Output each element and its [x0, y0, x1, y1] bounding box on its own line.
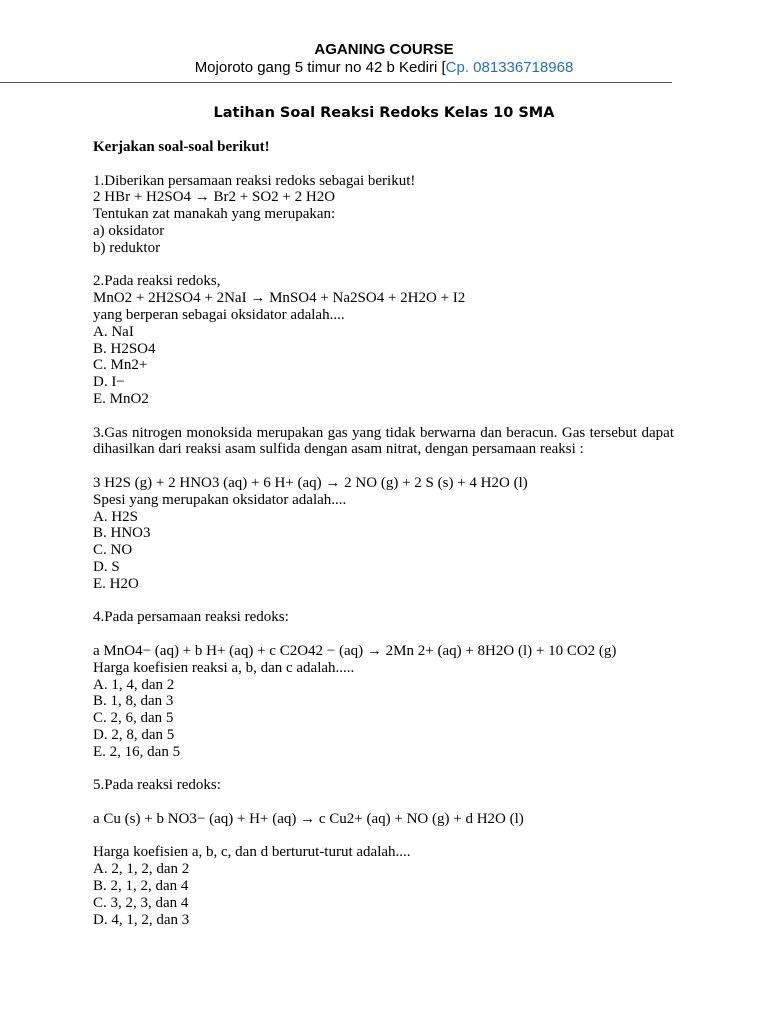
- question-prompt: Harga koefisien reaksi a, b, dan c adalah.....: [93, 659, 355, 676]
- question-equation: 2 HBr + H2SO4 → Br2 + SO2 + 2 H2O: [93, 189, 336, 206]
- answer-option: b) reduktor: [93, 239, 161, 256]
- question-prompt: yang berperan sebagai oksidator adalah....: [93, 306, 345, 323]
- answer-option: A. NaI: [93, 323, 134, 340]
- answer-option: C. 3, 2, 3, dan 4: [93, 894, 189, 911]
- question-5: [93, 777, 674, 928]
- answer-option: E. 2, 16, dan 5: [93, 743, 181, 760]
- question-equation: a Cu (s) + b NO3− (aq) + H+ (aq) → c Cu2+ (aq) + NO (g) + d H2O (l): [93, 810, 524, 827]
- document-body: [93, 139, 674, 928]
- answer-option: A. 2, 1, 2, dan 2: [93, 861, 190, 878]
- question-stem: 5.Pada reaksi redoks:: [93, 777, 221, 794]
- answer-option: A. H2S: [93, 508, 139, 525]
- header-phone: Cp. 081336718968: [445, 59, 574, 76]
- question-equation: MnO2 + 2H2SO4 + 2NaI → MnSO4 + Na2SO4 + 2H2O + I2: [93, 290, 466, 307]
- answer-option: E. H2O: [93, 575, 139, 592]
- question-4: [93, 609, 674, 760]
- question-stem: 4.Pada persamaan reaksi redoks:: [93, 609, 289, 626]
- answer-option: D. I−: [93, 374, 125, 391]
- question-3: [93, 425, 674, 593]
- question-prompt: Spesi yang merupakan oksidator adalah....: [93, 491, 347, 508]
- header-divider: [0, 82, 672, 83]
- question-prompt: Harga koefisien a, b, c, dan d berturut-turut adalah....: [93, 844, 411, 861]
- question-stem: 2.Pada reaksi redoks,: [93, 273, 221, 290]
- answer-option: a) oksidator: [93, 222, 165, 239]
- answer-option: B. 1, 8, dan 3: [93, 693, 174, 710]
- header-address: [0, 59, 768, 76]
- question-equation: a MnO4− (aq) + b H+ (aq) + c C2O42 − (aq) → 2Mn 2+ (aq) + 8H2O (l) + 10 CO2 (g): [93, 642, 617, 659]
- answer-option: C. Mn2+: [93, 357, 148, 374]
- answer-option: B. 2, 1, 2, dan 4: [93, 878, 189, 895]
- answer-option: C. 2, 6, dan 5: [93, 710, 174, 727]
- question-equation: 3 H2S (g) + 2 HNO3 (aq) + 6 H+ (aq) → 2 NO (g) + 2 S (s) + 4 H2O (l): [93, 474, 528, 491]
- answer-option: B. HNO3: [93, 525, 151, 542]
- answer-option: A. 1, 4, dan 2: [93, 676, 175, 693]
- answer-option: D. S: [93, 558, 120, 575]
- answer-option: D. 2, 8, dan 5: [93, 726, 175, 743]
- header-address-text: Mojoroto gang 5 timur no 42 b Kediri [: [194, 59, 446, 76]
- answer-option: C. NO: [93, 542, 133, 559]
- question-prompt: Tentukan zat manakah yang merupakan:: [93, 206, 336, 223]
- header-title: AGANING COURSE: [314, 41, 454, 58]
- answer-option: D. 4, 1, 2, dan 3: [93, 911, 190, 928]
- question-1: [93, 173, 674, 257]
- document-title: Latihan Soal Reaksi Redoks Kelas 10 SMA: [213, 105, 555, 121]
- question-stem: 1.Diberikan persamaan reaksi redoks sebagai berikut!: [93, 172, 416, 189]
- instruction: Kerjakan soal-soal berikut!: [93, 139, 270, 155]
- question-2: [93, 273, 674, 407]
- answer-option: E. MnO2: [93, 390, 149, 407]
- answer-option: B. H2SO4: [93, 340, 156, 357]
- question-stem: 3.Gas nitrogen monoksida merupakan gas yang tidak berwarna dan beracun. Gas tersebut dapat dihasilkan dari reaksi asam sulfida dengan asam nitrat, dengan persamaan reaksi :: [93, 424, 674, 458]
